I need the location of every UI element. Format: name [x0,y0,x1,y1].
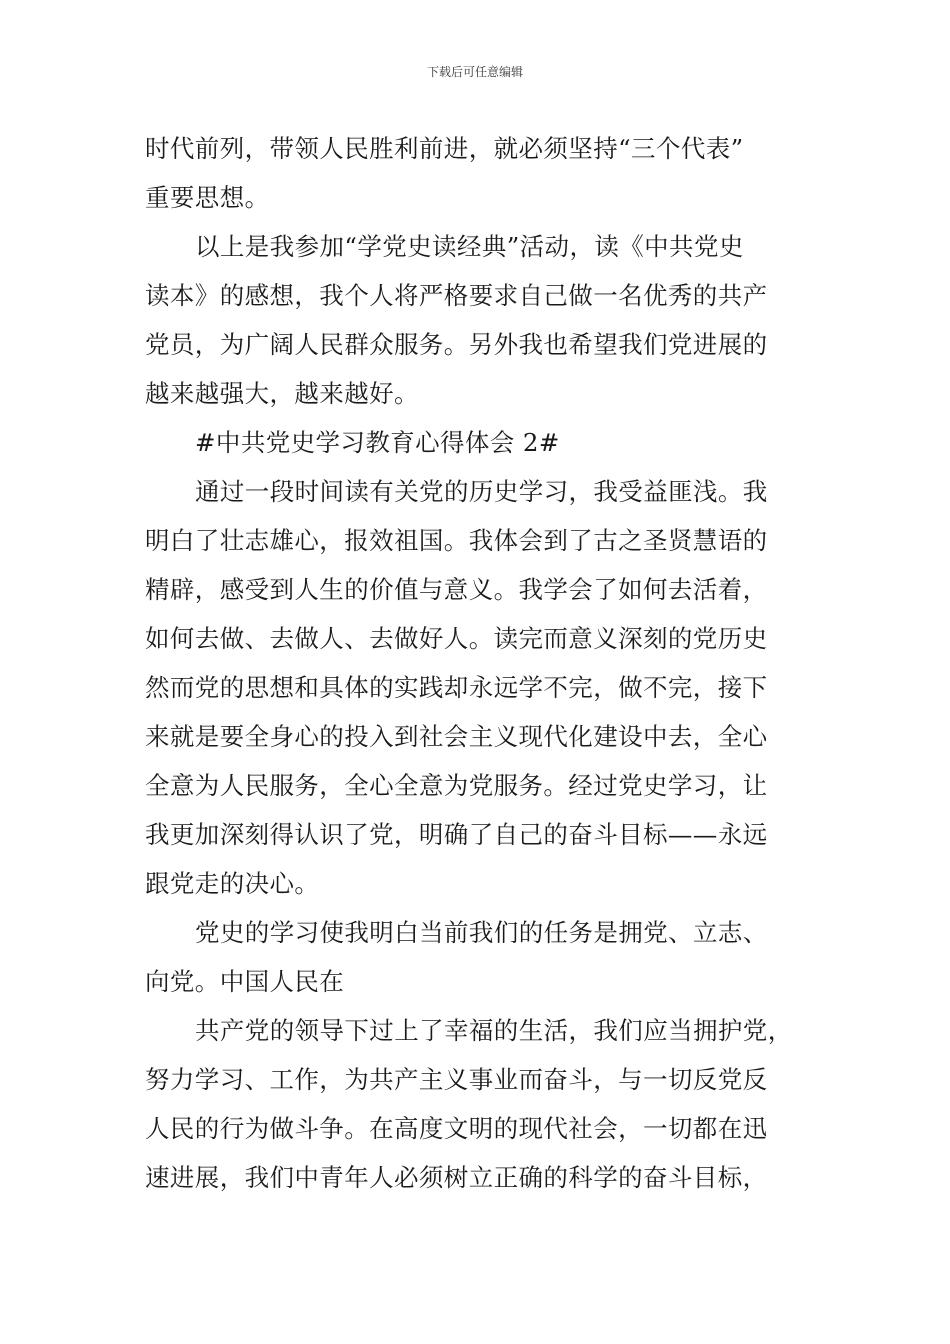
text-line: 努力学习、工作，为共产主义事业而奋斗，与一切反党反 [145,1065,768,1094]
text-line: 速进展，我们中青年人必须树立正确的科学的奋斗目标， [145,1163,768,1192]
text-line: 重要思想。 [145,183,270,212]
text-line: 共产党的领导下过上了幸福的生活，我们应当拥护党， [195,1016,793,1045]
text-line: 时代前列，带领人民胜利前进，就必须坚持“三个代表” [145,134,744,163]
text-line: 我更加深刻得认识了党，明确了自己的奋斗目标——永远 [145,820,768,849]
document-body [145,124,835,1202]
text-line: 向党。中国人民在 [145,967,345,996]
text-line: 越来越强大，越来越好。 [145,379,419,408]
text-line: 党员，为广阔人民群众服务。另外我也希望我们党进展的 [145,330,768,359]
text-line: 精辟，感受到人生的价值与意义。我学会了如何去活着， [145,575,768,604]
section-heading: #中共党史学习教育心得体会 2# [195,428,560,457]
text-line: 然而党的思想和具体的实践却永远学不完，做不完，接下 [145,673,768,702]
text-line: 通过一段时间读有关党的历史学习，我受益匪浅。我 [195,477,768,506]
text-line: 读本》的感想，我个人将严格要求自己做一名优秀的共产 [145,281,768,310]
text-line: 人民的行为做斗争。在高度文明的现代社会，一切都在迅 [145,1114,768,1143]
page-header-note: 下载后可任意编辑 [426,65,523,79]
text-line: 以上是我参加“学党史读经典”活动，读《中共党史 [195,232,744,261]
text-line: 明白了壮志雄心，报效祖国。我体会到了古之圣贤慧语的 [145,526,768,555]
text-line: 党史的学习使我明白当前我们的任务是拥党、立志、 [195,918,768,947]
text-line: 如何去做、去做人、去做好人。读完而意义深刻的党历史 [145,624,768,653]
text-line: 跟党走的决心。 [145,869,320,898]
text-line: 来就是要全身心的投入到社会主义现代化建设中去，全心 [145,722,768,751]
text-line: 全意为人民服务，全心全意为党服务。经过党史学习，让 [145,771,768,800]
